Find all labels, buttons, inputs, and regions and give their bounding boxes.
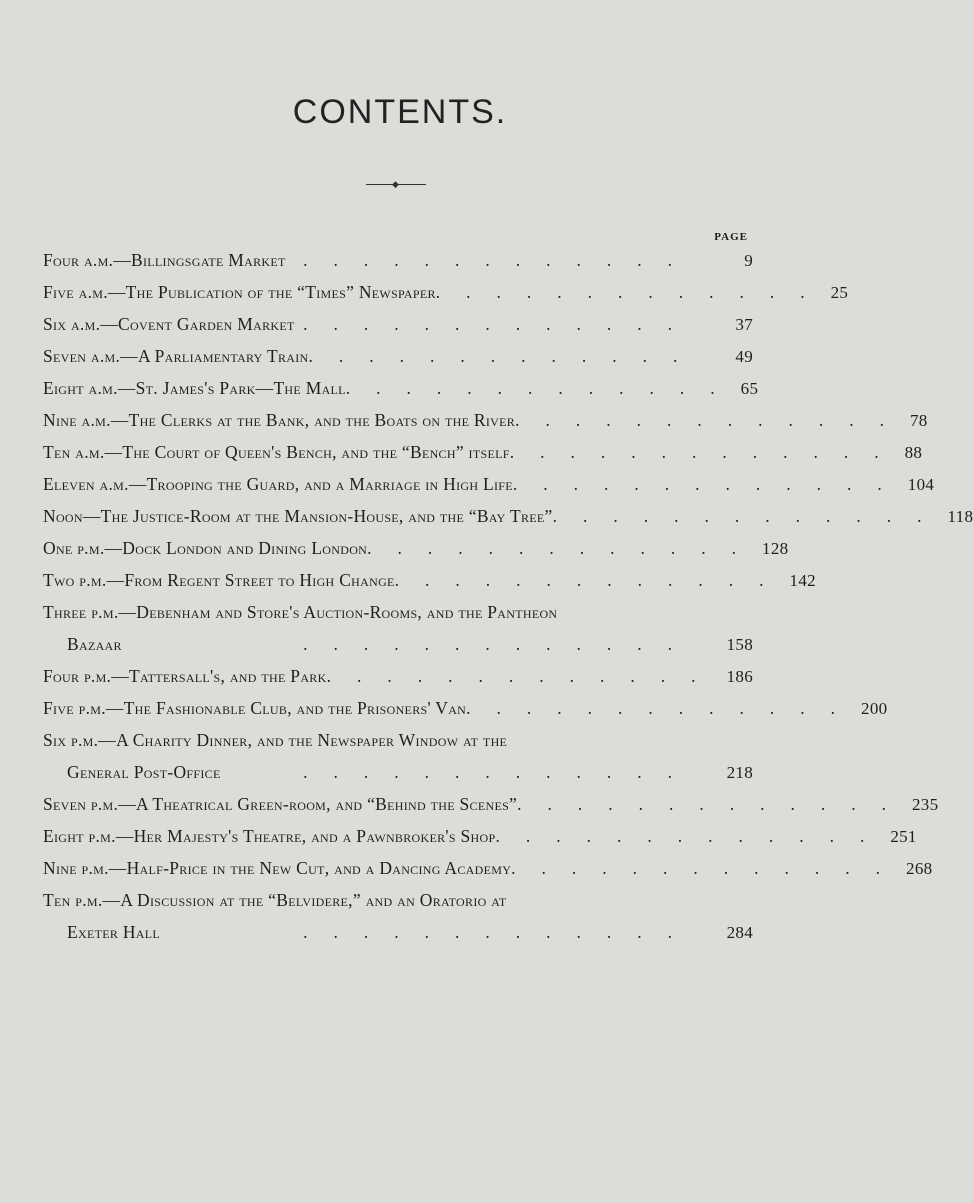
contents-entry bbox=[43, 410, 928, 442]
contents-entry bbox=[43, 250, 753, 282]
entry-title: Eight p.m.—Her Majesty's Theatre, and a Pawnbroker's Shop bbox=[43, 826, 496, 846]
entry-page-number: 218 bbox=[726, 763, 753, 782]
contents-entry bbox=[43, 826, 917, 858]
dot-leader: ............. bbox=[303, 250, 698, 270]
entry-page-number: 37 bbox=[735, 315, 753, 334]
entry-page-number: 251 bbox=[890, 827, 917, 846]
entry-title: Six p.m.—A Charity Dinner, and the Newspaper Window at the bbox=[43, 730, 508, 750]
entry-page-number: 118 bbox=[947, 507, 973, 526]
entry-title: Six a.m.—Covent Garden Market bbox=[43, 314, 295, 334]
contents-entry bbox=[43, 314, 753, 346]
entry-title: Eight a.m.—St. James's Park—The Mall bbox=[43, 378, 346, 398]
entry-title: Bazaar bbox=[67, 634, 122, 654]
dot-leader: ............. bbox=[303, 634, 698, 654]
entry-page-number: 200 bbox=[861, 699, 888, 718]
page-title: CONTENTS. bbox=[292, 93, 508, 131]
contents-entry bbox=[43, 346, 753, 378]
entry-title: One p.m.—Dock London and Dining London bbox=[43, 538, 368, 558]
dot-leader: ............. bbox=[512, 474, 908, 494]
dot-leader: ............. bbox=[303, 762, 698, 782]
entry-page-number: 128 bbox=[762, 539, 789, 558]
contents-entry bbox=[43, 378, 759, 410]
entry-page-number: 186 bbox=[726, 667, 753, 686]
dot-leader: ............. bbox=[303, 314, 698, 334]
dot-leader: ............. bbox=[517, 794, 912, 814]
dot-leader: ............. bbox=[515, 410, 910, 430]
entry-page-number: 158 bbox=[726, 635, 753, 654]
entry-title: Noon—The Justice-Room at the Mansion-House, and the “Bay Tree” bbox=[43, 506, 553, 526]
contents-entry bbox=[43, 538, 789, 570]
entry-page-number: 9 bbox=[744, 251, 753, 270]
dot-leader: ............. bbox=[495, 826, 891, 846]
contents-entry bbox=[43, 282, 849, 314]
contents-entry bbox=[43, 570, 816, 602]
contents-entry bbox=[43, 634, 753, 666]
dot-leader: ............. bbox=[511, 858, 907, 878]
contents-list bbox=[43, 250, 973, 954]
rule-ornament-icon: ◆ bbox=[392, 179, 399, 189]
entry-title: Eleven a.m.—Trooping the Guard, and a Marriage in High Life bbox=[43, 474, 513, 494]
dot-leader: ............. bbox=[303, 922, 698, 942]
entry-page-number: 65 bbox=[740, 379, 759, 398]
dot-leader: ............. bbox=[466, 698, 862, 718]
entry-title: Four p.m.—Tattersall's, and the Park bbox=[43, 666, 327, 686]
entry-title: Five a.m.—The Publication of the “Times” Newspaper bbox=[43, 282, 436, 302]
entry-page-number: 78 bbox=[909, 411, 928, 430]
entry-title: Nine a.m.—The Clerks at the Bank, and the Boats on the River bbox=[43, 410, 516, 430]
entry-title: Ten p.m.—A Discussion at the “Belvidere,” and an Oratorio at bbox=[43, 890, 507, 910]
contents-entry bbox=[43, 858, 933, 890]
contents-entry bbox=[43, 922, 753, 954]
page-column-header: PAGE bbox=[714, 231, 748, 243]
entry-title: Four a.m.—Billingsgate Market bbox=[43, 250, 286, 270]
entry-title: Three p.m.—Debenham and Store's Auction-Rooms, and the Pantheon bbox=[43, 602, 558, 622]
contents-entry bbox=[43, 506, 973, 538]
dot-leader: ............. bbox=[552, 506, 948, 526]
dot-leader: ............. bbox=[509, 442, 905, 462]
dot-leader: ............. bbox=[394, 570, 790, 590]
dot-leader: ............. bbox=[308, 346, 704, 366]
entry-title: General Post-Office bbox=[67, 762, 221, 782]
dot-leader: ............. bbox=[326, 666, 722, 686]
entry-title: Five p.m.—The Fashionable Club, and the Prisoners' Van bbox=[43, 698, 467, 718]
entry-page-number: 104 bbox=[907, 475, 935, 494]
entry-page-number: 88 bbox=[904, 443, 923, 462]
contents-entry bbox=[43, 666, 753, 698]
entry-title: Two p.m.—From Regent Street to High Change bbox=[43, 570, 395, 590]
entry-title: Seven p.m.—A Theatrical Green-room, and “Behind the Scenes” bbox=[43, 794, 518, 814]
contents-entry bbox=[43, 890, 753, 922]
entry-title: Ten a.m.—The Court of Queen's Bench, and the “Bench” itself bbox=[43, 442, 510, 462]
entry-page-number: 284 bbox=[726, 923, 753, 942]
entry-page-number: 268 bbox=[906, 859, 933, 878]
dot-leader: ............. bbox=[435, 282, 831, 302]
dot-leader: ............. bbox=[367, 538, 763, 558]
entry-page-number: 49 bbox=[735, 347, 753, 366]
contents-entry bbox=[43, 602, 753, 634]
dot-leader: ............. bbox=[345, 378, 741, 398]
entry-page-number: 25 bbox=[830, 283, 849, 302]
entry-title: Nine p.m.—Half-Price in the New Cut, and a Dancing Academy bbox=[43, 858, 512, 878]
entry-page-number: 235 bbox=[912, 795, 939, 814]
contents-entry bbox=[43, 698, 888, 730]
contents-entry bbox=[43, 474, 935, 506]
contents-entry bbox=[43, 762, 753, 794]
entry-page-number: 142 bbox=[789, 571, 816, 590]
entry-title: Seven a.m.—A Parliamentary Train bbox=[43, 346, 309, 366]
contents-entry bbox=[43, 730, 753, 762]
contents-entry bbox=[43, 442, 923, 474]
entry-title: Exeter Hall bbox=[67, 922, 160, 942]
contents-entry bbox=[43, 794, 939, 826]
